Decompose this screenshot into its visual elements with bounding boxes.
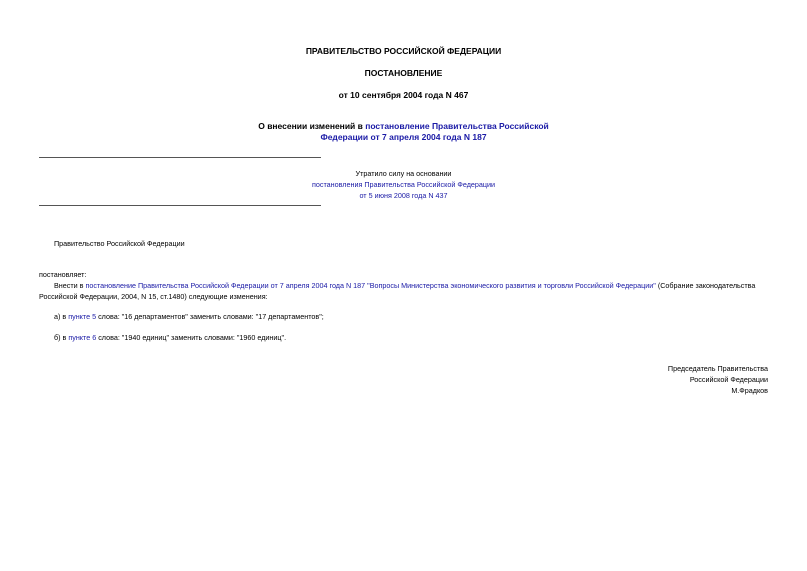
item-b-prefix: б) в <box>54 333 69 342</box>
signature-name: М.Фрадков <box>731 386 768 395</box>
item-b-link[interactable]: пункте 6 <box>68 333 97 342</box>
document-type: ПОСТАНОВЛЕНИЕ <box>364 68 443 78</box>
item-b-suffix: слова: "1940 единиц" заменить словами: "1960 единиц". <box>96 333 287 342</box>
lost-force-link-line2[interactable]: постановления Правительства Российской Федерации <box>311 180 496 189</box>
title-link-line2[interactable]: Федерации от 7 апреля 2004 года N 187 <box>320 132 487 142</box>
intro-suffix: (Собрание законодательства <box>655 281 756 290</box>
signature-title: Председатель Правительства <box>667 364 768 373</box>
decrees: постановляет: <box>39 270 87 279</box>
intro-prefix: Внести в <box>54 281 86 290</box>
document-title-line2 <box>0 132 807 142</box>
signature-org: Российской Федерации <box>689 375 768 384</box>
divider-bottom <box>39 205 321 206</box>
org-heading: ПРАВИТЕЛЬСТВО РОССИЙСКОЙ ФЕДЕРАЦИИ <box>305 46 502 56</box>
intro-link[interactable]: постановление Правительства Российской Федерации от 7 апреля 2004 года N 187 "Вопросы Министерства экономического развития и торговли Российской Федерации" <box>85 281 656 290</box>
item-a <box>54 311 324 322</box>
document-title-line1 <box>0 121 807 131</box>
divider-top <box>39 157 321 158</box>
item-a-suffix: слова: "16 департаментов" заменить словами: "17 департаментов"; <box>96 312 324 321</box>
title-link-line1[interactable]: постановление Правительства Российской <box>365 121 549 131</box>
intro-paragraph-line1 <box>54 280 770 291</box>
date-number: от 10 сентября 2004 года N 467 <box>338 90 469 100</box>
title-prefix: О внесении изменений в <box>258 121 366 131</box>
lost-force-link-line3[interactable]: от 5 июня 2008 года N 437 <box>359 191 448 200</box>
item-b <box>54 332 286 343</box>
issuer: Правительство Российской Федерации <box>54 239 185 248</box>
intro-paragraph-line2: Российской Федерации, 2004, N 15, ст.1480) следующие изменения: <box>39 292 268 301</box>
item-a-link[interactable]: пункте 5 <box>68 312 97 321</box>
item-a-prefix: а) в <box>54 312 69 321</box>
lost-force-line1: Утратило силу на основании <box>355 169 452 178</box>
